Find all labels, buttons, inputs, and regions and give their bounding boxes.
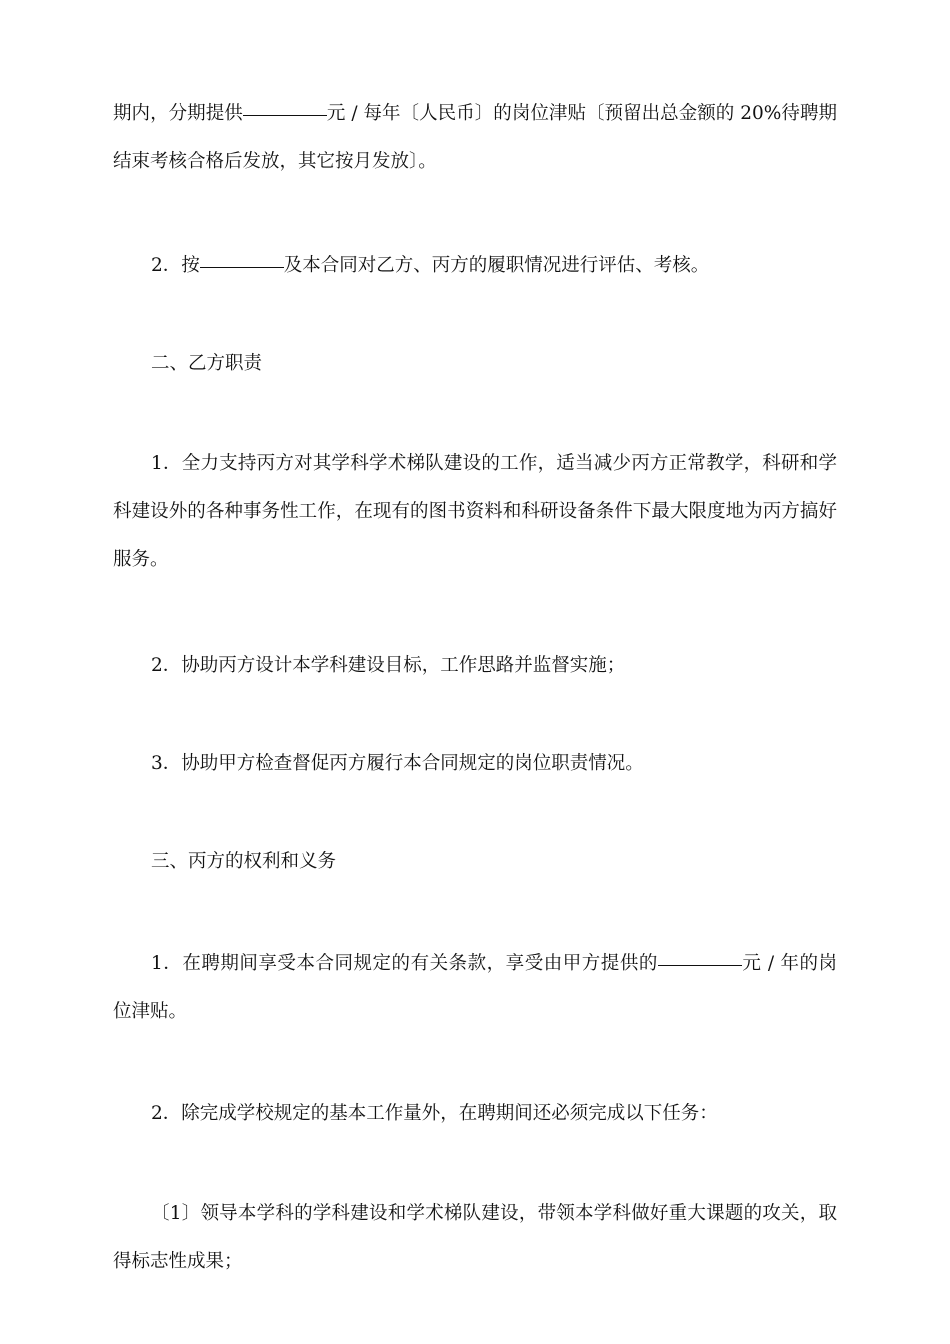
blank-standard-field [200, 266, 284, 268]
paragraph-party-c-duty-2: 2．除完成学校规定的基本工作量外，在聘期间还必须完成以下任务： [151, 1103, 718, 1124]
allowance-text-end: 元 / 每年〔人民币〕的岗位津贴〔预留出总金额的 20%待聘期结束考核合格后发放，其它按月发放〕。 [113, 103, 837, 172]
paragraph-party-b-duty-1: 1．全力支持丙方对其学科学术梯队建设的工作，适当减少丙方正常教学，科研和学科建设外的各种事务性工作，在现有的图书资料和科研设备条件下最大限度地为丙方搞好服务。 [113, 453, 837, 570]
right-1-text-end: 元 / 年的岗位津贴。 [113, 953, 838, 1022]
paragraph-party-b-duty-3: 3．协助甲方检查督促丙方履行本合同规定的岗位职责情况。 [151, 753, 644, 774]
section-heading-party-b: 二、乙方职责 [151, 353, 263, 374]
paragraph-allowance-terms [113, 90, 837, 186]
paragraph-evaluation [113, 242, 837, 290]
evaluation-text-start: 2．按 [151, 255, 200, 276]
allowance-text-start: 期内，分期提供 [113, 103, 243, 124]
paragraph-party-c-right-1 [113, 940, 837, 1036]
paragraph-task-1: 〔1〕领导本学科的学科建设和学术梯队建设，带领本学科做好重大课题的攻关，取得标志性成果； [113, 1203, 837, 1272]
blank-amount-field [243, 114, 327, 116]
blank-annual-allowance-field [658, 964, 742, 966]
right-1-text-start: 1．在聘期间享受本合同规定的有关条款，享受由甲方提供的 [151, 953, 658, 974]
evaluation-text-end: 及本合同对乙方、丙方的履职情况进行评估、考核。 [283, 255, 710, 276]
paragraph-party-b-duty-2: 2．协助丙方设计本学科建设目标，工作思路并监督实施； [151, 655, 626, 676]
section-heading-party-c: 三、丙方的权利和义务 [151, 851, 337, 872]
